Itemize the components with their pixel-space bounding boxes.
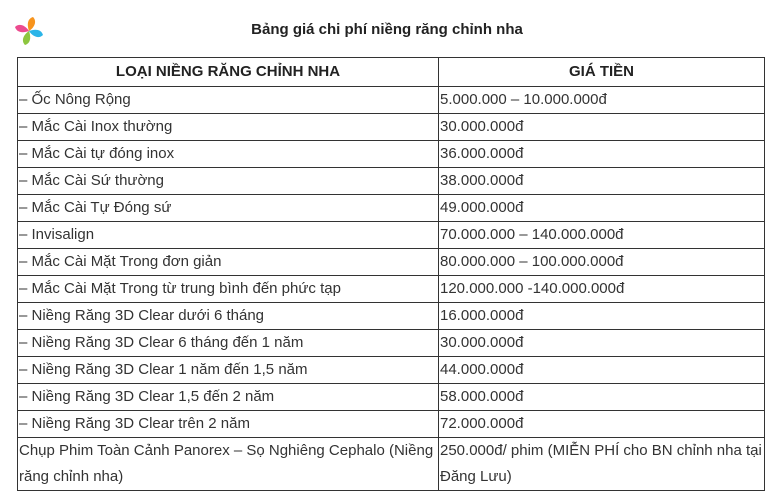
cell-type: – Niềng Răng 3D Clear 6 tháng đến 1 năm [18,330,439,357]
cell-price: 16.000.000đ [439,303,765,330]
cell-type: – Invisalign [18,222,439,249]
cell-type: – Ốc Nông Rộng [18,87,439,114]
table-row [18,330,765,357]
cell-price: 36.000.000đ [439,141,765,168]
table-row [18,87,765,114]
header-type: LOẠI NIỀNG RĂNG CHỈNH NHA [18,58,439,87]
table-row [18,357,765,384]
table-row [18,168,765,195]
table-row [18,141,765,168]
cell-type: – Niềng Răng 3D Clear trên 2 năm [18,411,439,438]
table-row [18,438,765,491]
cell-type: – Mắc Cài Inox thường [18,114,439,141]
table-header-row [18,58,765,87]
cell-price: 30.000.000đ [439,330,765,357]
cell-price: 49.000.000đ [439,195,765,222]
cell-type: – Niềng Răng 3D Clear 1,5 đến 2 năm [18,384,439,411]
cell-type: – Mắc Cài Mặt Trong đơn giản [18,249,439,276]
table-row [18,303,765,330]
cell-price: 44.000.000đ [439,357,765,384]
cell-type: – Mắc Cài Mặt Trong từ trung bình đến phức tạp [18,276,439,303]
cell-price: 38.000.000đ [439,168,765,195]
cell-type: – Mắc Cài tự đóng inox [18,141,439,168]
cell-price: 72.000.000đ [439,411,765,438]
table-row [18,249,765,276]
header-price: GIÁ TIỀN [439,58,765,87]
cell-price: 5.000.000 – 10.000.000đ [439,87,765,114]
cell-type: – Mắc Cài Sứ thường [18,168,439,195]
page-title: Bảng giá chi phí niềng răng chỉnh nha [251,21,523,38]
cell-price: 58.000.000đ [439,384,765,411]
cell-price: 30.000.000đ [439,114,765,141]
table-row [18,114,765,141]
cell-type: Chụp Phim Toàn Cảnh Panorex – Sọ Nghiêng Cephalo (Niềng răng chỉnh nha) [18,438,439,491]
cell-type: – Niềng Răng 3D Clear dưới 6 tháng [18,303,439,330]
table-row [18,195,765,222]
cell-price: 80.000.000 – 100.000.000đ [439,249,765,276]
cell-type: – Mắc Cài Tự Đóng sứ [18,195,439,222]
table-row [18,411,765,438]
cell-price: 250.000đ/ phim (MIỄN PHÍ cho BN chỉnh nha tại Đăng Lưu) [439,438,765,491]
cell-price: 70.000.000 – 140.000.000đ [439,222,765,249]
cell-type: – Niềng Răng 3D Clear 1 năm đến 1,5 năm [18,357,439,384]
price-table [17,57,765,491]
table-row [18,276,765,303]
cell-price: 120.000.000 -140.000.000đ [439,276,765,303]
table-row [18,222,765,249]
table-row [18,384,765,411]
